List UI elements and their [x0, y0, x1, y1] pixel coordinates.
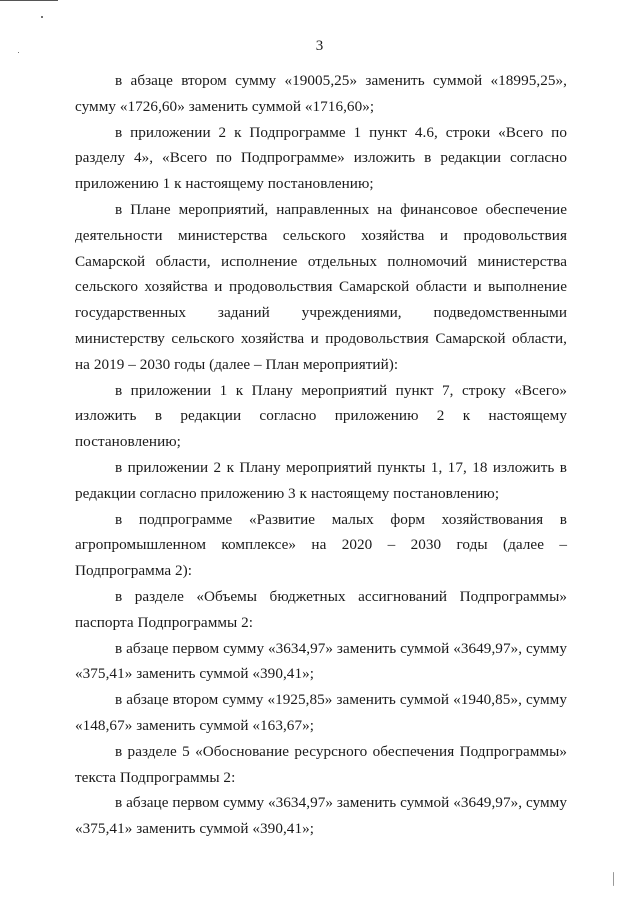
scan-edge-line	[0, 0, 58, 1]
paragraph: в приложении 2 к Подпрограмме 1 пункт 4.6, строки «Всего по разделу 4», «Всего по Подпрограмме» изложить в редакции согласно приложению 1 к настоящему постановлению;	[75, 123, 567, 193]
paragraph: в разделе 5 «Обоснование ресурсного обеспечения Подпрограммы» текста Подпрограммы 2:	[75, 742, 567, 786]
paragraph: в подпрограмме «Развитие малых форм хозяйствования в агропромышленном комплексе» на 2020 – 2030 годы (далее – Подпрограмма 2):	[75, 510, 567, 580]
page-number: 3	[315, 38, 324, 54]
scan-speck	[41, 16, 43, 18]
scan-speck	[613, 872, 614, 886]
document-body	[75, 68, 567, 842]
paragraph: в абзаце втором сумму «19005,25» заменить суммой «18995,25», сумму «1726,60» заменить суммой «1716,60»;	[75, 72, 567, 115]
paragraph: в приложении 2 к Плану мероприятий пункты 1, 17, 18 изложить в редакции согласно приложению 3 к настоящему постановлению;	[75, 458, 567, 502]
paragraph: в приложении 1 к Плану мероприятий пункт 7, строку «Всего» изложить в редакции согласно приложению 2 к настоящему постановлению;	[75, 381, 567, 451]
paragraph: в абзаце первом сумму «3634,97» заменить суммой «3649,97», сумму «375,41» заменить суммой «390,41»;	[75, 794, 567, 838]
paragraph: в разделе «Объемы бюджетных ассигнований Подпрограммы» паспорта Подпрограммы 2:	[75, 587, 567, 631]
paragraph: в абзаце втором сумму «1925,85» заменить суммой «1940,85», сумму «148,67» заменить суммой «163,67»;	[75, 691, 567, 734]
paragraph: в абзаце первом сумму «3634,97» заменить суммой «3649,97», сумму «375,41» заменить суммой «390,41»;	[75, 639, 567, 683]
paragraph: в Плане мероприятий, направленных на финансовое обеспечение деятельности министерства сельского хозяйства и продовольствия Самарской области, исполнение отдельных полномочий министерства сельского хозяйства и продовольствия Самарской области и выполнение государственных заданий учреждениями, подведомственными министерству сельского хозяйства и продовольствия Самарской области, на 2019 – 2030 годы (далее – План мероприятий):	[75, 200, 567, 373]
